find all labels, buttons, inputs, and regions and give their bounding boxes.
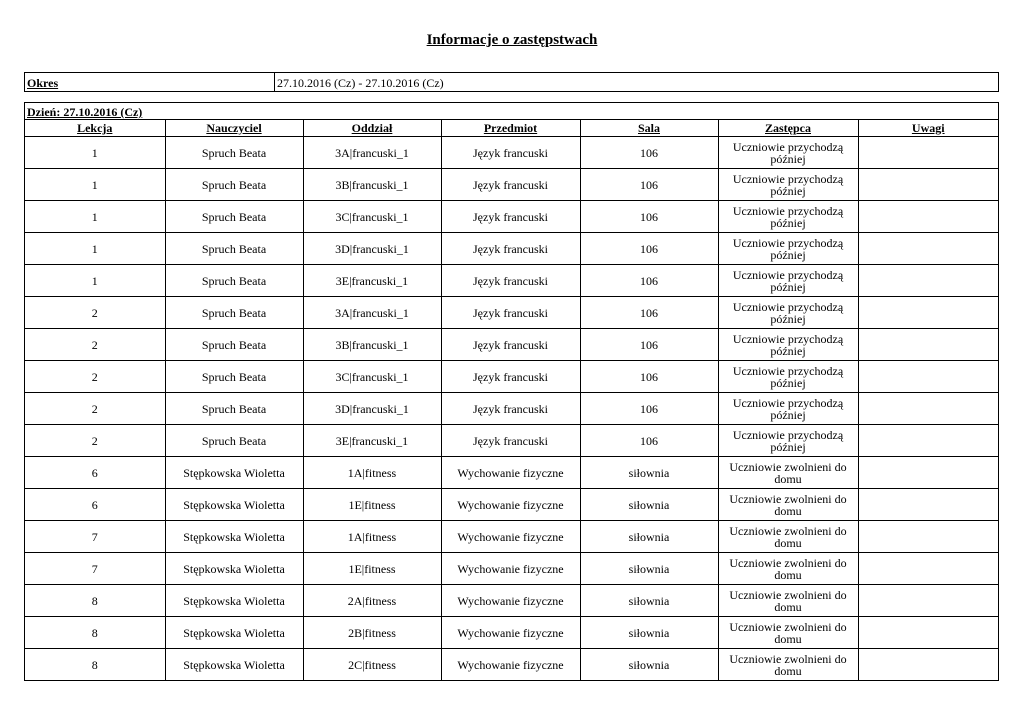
cell-zastepca: Uczniowie przychodzą później — [718, 233, 858, 265]
cell-zastepca: Uczniowie przychodzą później — [718, 137, 858, 169]
cell-lekcja: 8 — [25, 649, 165, 681]
cell-przedmiot: Język francuski — [441, 393, 580, 425]
cell-oddzial: 2A|fitness — [303, 585, 441, 617]
cell-zastepca: Uczniowie przychodzą później — [718, 361, 858, 393]
cell-przedmiot: Wychowanie fizyczne — [441, 585, 580, 617]
cell-sala: siłownia — [580, 489, 718, 521]
cell-zastepca: Uczniowie przychodzą później — [718, 425, 858, 457]
cell-oddzial: 1E|fitness — [303, 553, 441, 585]
cell-sala: 106 — [580, 329, 718, 361]
table-row — [25, 489, 998, 521]
table-row — [25, 265, 998, 297]
cell-lekcja: 8 — [25, 585, 165, 617]
cell-sala: 106 — [580, 137, 718, 169]
period-row — [24, 72, 999, 92]
cell-uwagi — [858, 265, 998, 297]
cell-lekcja: 2 — [25, 297, 165, 329]
table-row — [25, 169, 998, 201]
cell-uwagi — [858, 585, 998, 617]
cell-uwagi — [858, 361, 998, 393]
cell-sala: siłownia — [580, 553, 718, 585]
table-row — [25, 329, 998, 361]
cell-nauczyciel: Stępkowska Wioletta — [165, 585, 303, 617]
cell-nauczyciel: Spruch Beata — [165, 425, 303, 457]
cell-lekcja: 2 — [25, 425, 165, 457]
table-row — [25, 649, 998, 681]
cell-przedmiot: Wychowanie fizyczne — [441, 489, 580, 521]
cell-zastepca: Uczniowie zwolnieni do domu — [718, 585, 858, 617]
period-label: Okres — [25, 73, 275, 91]
cell-zastepca: Uczniowie zwolnieni do domu — [718, 649, 858, 681]
cell-zastepca: Uczniowie przychodzą później — [718, 329, 858, 361]
cell-przedmiot: Wychowanie fizyczne — [441, 649, 580, 681]
cell-lekcja: 6 — [25, 457, 165, 489]
cell-sala: siłownia — [580, 457, 718, 489]
cell-uwagi — [858, 137, 998, 169]
table-row — [25, 585, 998, 617]
cell-sala: 106 — [580, 393, 718, 425]
cell-oddzial: 3A|francuski_1 — [303, 137, 441, 169]
cell-uwagi — [858, 169, 998, 201]
cell-zastepca: Uczniowie przychodzą później — [718, 201, 858, 233]
cell-oddzial: 1A|fitness — [303, 457, 441, 489]
table-row — [25, 393, 998, 425]
cell-sala: siłownia — [580, 521, 718, 553]
substitutions-table — [25, 120, 998, 680]
table-row — [25, 201, 998, 233]
cell-sala: 106 — [580, 425, 718, 457]
cell-sala: 106 — [580, 201, 718, 233]
cell-sala: 106 — [580, 233, 718, 265]
day-section — [24, 102, 999, 681]
cell-lekcja: 1 — [25, 233, 165, 265]
cell-uwagi — [858, 297, 998, 329]
cell-oddzial: 2C|fitness — [303, 649, 441, 681]
cell-sala: siłownia — [580, 617, 718, 649]
table-row — [25, 617, 998, 649]
cell-przedmiot: Język francuski — [441, 425, 580, 457]
cell-oddzial: 3B|francuski_1 — [303, 329, 441, 361]
col-header-nauczyciel: Nauczyciel — [165, 120, 303, 137]
cell-zastepca: Uczniowie zwolnieni do domu — [718, 489, 858, 521]
cell-uwagi — [858, 617, 998, 649]
cell-oddzial: 3E|francuski_1 — [303, 265, 441, 297]
cell-oddzial: 2B|fitness — [303, 617, 441, 649]
cell-zastepca: Uczniowie zwolnieni do domu — [718, 457, 858, 489]
col-header-uwagi: Uwagi — [858, 120, 998, 137]
cell-przedmiot: Język francuski — [441, 265, 580, 297]
cell-lekcja: 8 — [25, 617, 165, 649]
cell-nauczyciel: Spruch Beata — [165, 233, 303, 265]
table-row — [25, 137, 998, 169]
cell-uwagi — [858, 649, 998, 681]
cell-oddzial: 1E|fitness — [303, 489, 441, 521]
cell-nauczyciel: Stępkowska Wioletta — [165, 457, 303, 489]
cell-lekcja: 6 — [25, 489, 165, 521]
cell-zastepca: Uczniowie zwolnieni do domu — [718, 521, 858, 553]
cell-uwagi — [858, 521, 998, 553]
cell-lekcja: 1 — [25, 201, 165, 233]
cell-przedmiot: Język francuski — [441, 361, 580, 393]
cell-oddzial: 3C|francuski_1 — [303, 361, 441, 393]
cell-lekcja: 1 — [25, 137, 165, 169]
col-header-zastepca: Zastępca — [718, 120, 858, 137]
cell-przedmiot: Język francuski — [441, 329, 580, 361]
table-row — [25, 457, 998, 489]
cell-oddzial: 3C|francuski_1 — [303, 201, 441, 233]
table-row — [25, 297, 998, 329]
table-header-row — [25, 120, 998, 137]
page-title: Informacje o zastępstwach — [426, 32, 598, 48]
cell-zastepca: Uczniowie przychodzą później — [718, 265, 858, 297]
cell-sala: 106 — [580, 361, 718, 393]
col-header-przedmiot: Przedmiot — [441, 120, 580, 137]
cell-sala: 106 — [580, 297, 718, 329]
cell-zastepca: Uczniowie zwolnieni do domu — [718, 617, 858, 649]
cell-zastepca: Uczniowie przychodzą później — [718, 297, 858, 329]
cell-lekcja: 1 — [25, 265, 165, 297]
cell-nauczyciel: Spruch Beata — [165, 201, 303, 233]
cell-nauczyciel: Spruch Beata — [165, 329, 303, 361]
cell-uwagi — [858, 233, 998, 265]
cell-sala: 106 — [580, 265, 718, 297]
col-header-lekcja: Lekcja — [25, 120, 165, 137]
cell-nauczyciel: Spruch Beata — [165, 393, 303, 425]
col-header-sala: Sala — [580, 120, 718, 137]
cell-oddzial: 3A|francuski_1 — [303, 297, 441, 329]
table-row — [25, 521, 998, 553]
cell-oddzial: 3E|francuski_1 — [303, 425, 441, 457]
cell-uwagi — [858, 201, 998, 233]
cell-sala: 106 — [580, 169, 718, 201]
cell-zastepca: Uczniowie przychodzą później — [718, 169, 858, 201]
cell-lekcja: 2 — [25, 393, 165, 425]
day-label: Dzień: 27.10.2016 (Cz) — [25, 103, 998, 120]
cell-nauczyciel: Stępkowska Wioletta — [165, 553, 303, 585]
cell-lekcja: 7 — [25, 521, 165, 553]
cell-oddzial: 3D|francuski_1 — [303, 393, 441, 425]
cell-lekcja: 1 — [25, 169, 165, 201]
cell-przedmiot: Wychowanie fizyczne — [441, 521, 580, 553]
cell-uwagi — [858, 457, 998, 489]
cell-sala: siłownia — [580, 585, 718, 617]
col-header-oddzial: Oddział — [303, 120, 441, 137]
table-row — [25, 553, 998, 585]
cell-przedmiot: Język francuski — [441, 169, 580, 201]
cell-lekcja: 2 — [25, 329, 165, 361]
cell-uwagi — [858, 489, 998, 521]
cell-nauczyciel: Stępkowska Wioletta — [165, 649, 303, 681]
cell-nauczyciel: Stępkowska Wioletta — [165, 521, 303, 553]
cell-uwagi — [858, 425, 998, 457]
table-row — [25, 233, 998, 265]
cell-przedmiot: Język francuski — [441, 297, 580, 329]
cell-przedmiot: Język francuski — [441, 137, 580, 169]
cell-nauczyciel: Spruch Beata — [165, 265, 303, 297]
cell-przedmiot: Język francuski — [441, 201, 580, 233]
cell-nauczyciel: Spruch Beata — [165, 361, 303, 393]
cell-zastepca: Uczniowie przychodzą później — [718, 393, 858, 425]
cell-oddzial: 3B|francuski_1 — [303, 169, 441, 201]
cell-uwagi — [858, 393, 998, 425]
cell-oddzial: 1A|fitness — [303, 521, 441, 553]
table-row — [25, 361, 998, 393]
cell-nauczyciel: Spruch Beata — [165, 297, 303, 329]
cell-przedmiot: Wychowanie fizyczne — [441, 553, 580, 585]
cell-lekcja: 2 — [25, 361, 165, 393]
cell-nauczyciel: Stępkowska Wioletta — [165, 489, 303, 521]
cell-nauczyciel: Stępkowska Wioletta — [165, 617, 303, 649]
cell-uwagi — [858, 553, 998, 585]
cell-sala: siłownia — [580, 649, 718, 681]
table-row — [25, 425, 998, 457]
cell-nauczyciel: Spruch Beata — [165, 137, 303, 169]
period-value: 27.10.2016 (Cz) - 27.10.2016 (Cz) — [277, 76, 444, 90]
cell-lekcja: 7 — [25, 553, 165, 585]
cell-nauczyciel: Spruch Beata — [165, 169, 303, 201]
cell-oddzial: 3D|francuski_1 — [303, 233, 441, 265]
cell-uwagi — [858, 329, 998, 361]
cell-przedmiot: Wychowanie fizyczne — [441, 617, 580, 649]
cell-zastepca: Uczniowie zwolnieni do domu — [718, 553, 858, 585]
cell-przedmiot: Język francuski — [441, 233, 580, 265]
cell-przedmiot: Wychowanie fizyczne — [441, 457, 580, 489]
